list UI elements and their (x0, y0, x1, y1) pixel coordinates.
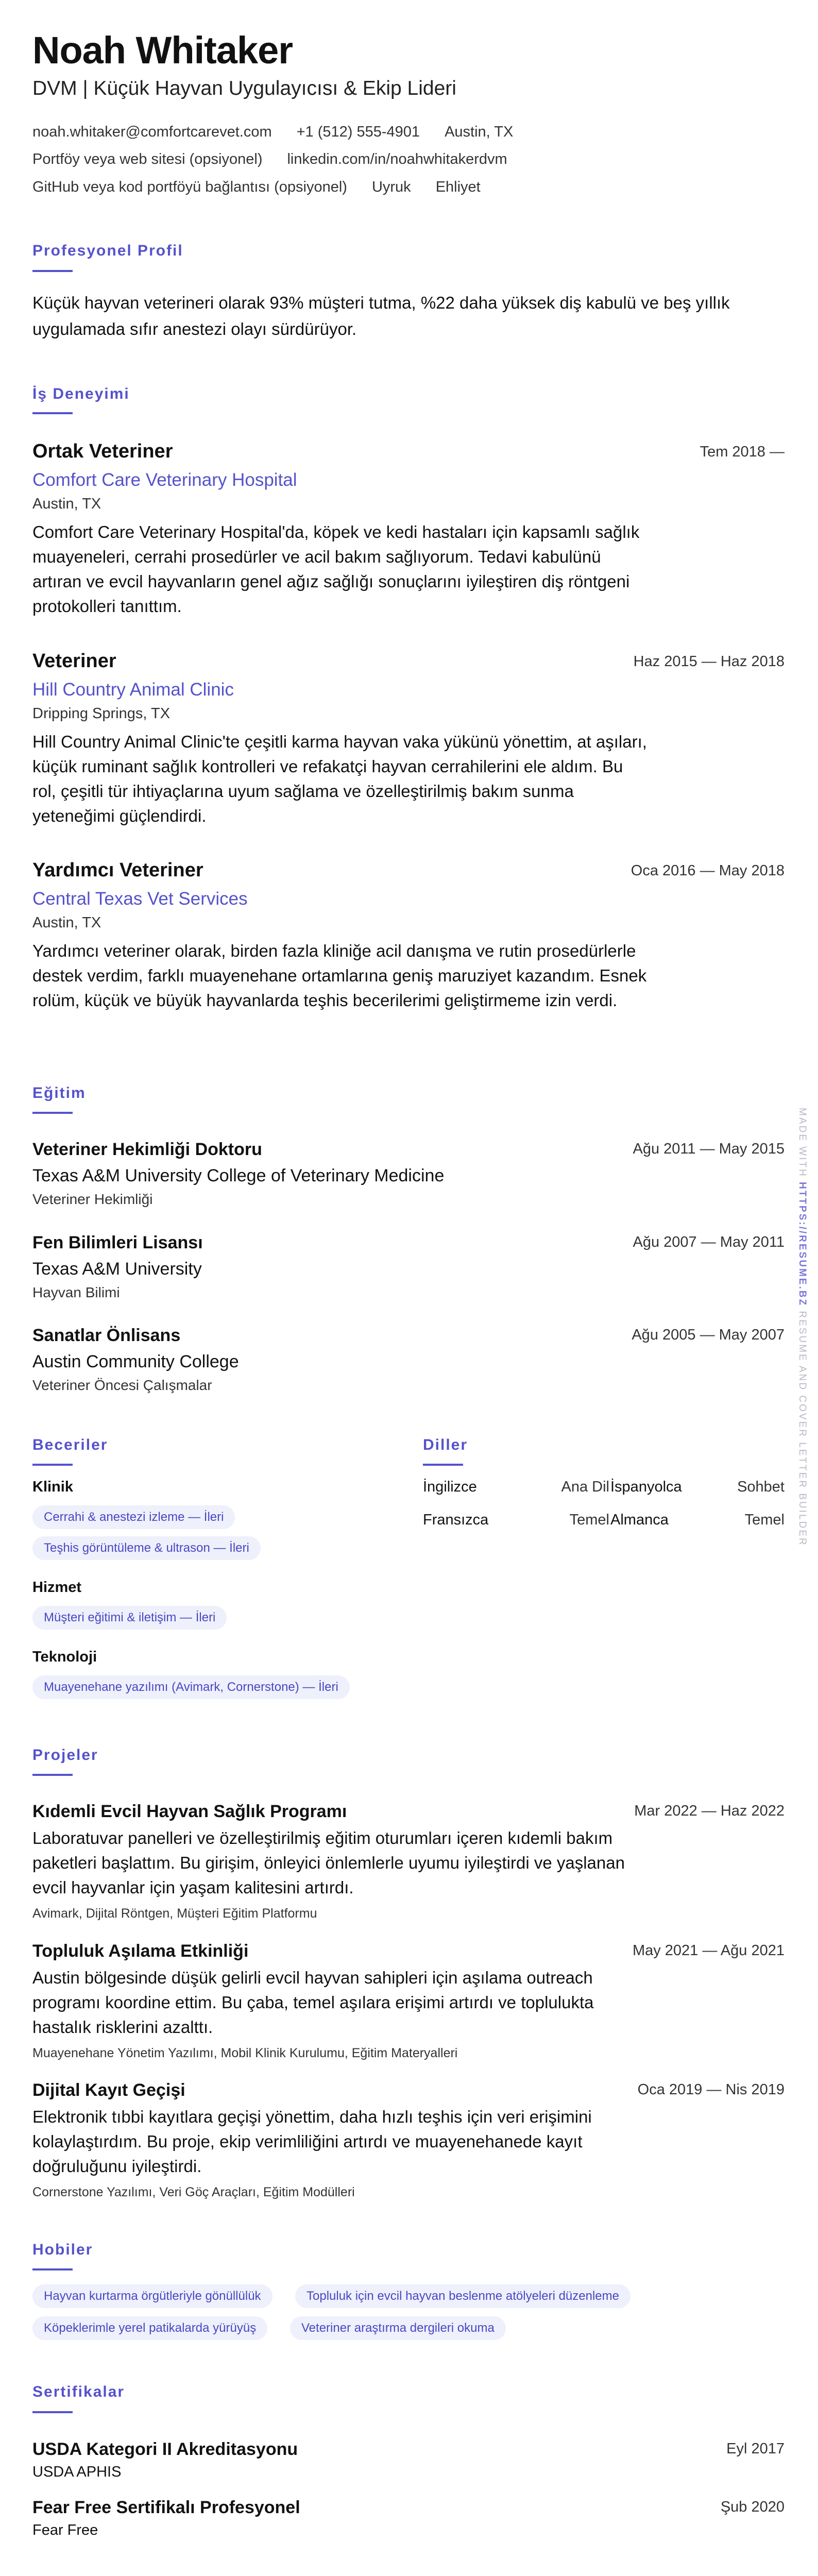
certification-title: USDA Kategori II Akreditasyonu (32, 2439, 298, 2459)
job-location: Austin, TX (32, 914, 101, 931)
project-dates: Oca 2019 — Nis 2019 (637, 2081, 785, 2098)
location-text: Austin, TX (445, 124, 514, 140)
watermark-text (796, 1108, 808, 1547)
section-rule (32, 2268, 73, 2270)
section-rule (32, 2411, 73, 2413)
job-title: Ortak Veteriner (32, 440, 173, 462)
contact-row-2 (32, 151, 532, 168)
skill-category: Teknoloji (32, 1649, 97, 1665)
hobby-pill: Topluluk için evcil hayvan beslenme atölyeleri düzenleme (295, 2284, 630, 2308)
job-description: Yardımcı veteriner olarak, birden fazla kliniğe acil danışma ve rutin prosedürlerle destek verdim, farklı muayenehane ortamlarına geniş maruziyet kazandım. Esnek rolüm, küçük ve büyük hayvanlarda teşhis becerilerimi geliştirmeme izin verdi. (32, 941, 647, 1010)
project-technologies: Muayenehane Yönetim Yazılımı, Mobil Klinik Kurulumu, Eğitim Materyalleri (32, 2046, 458, 2060)
job-title: Veteriner (32, 650, 116, 672)
project-title: Dijital Kayıt Geçişi (32, 2080, 185, 2100)
certification-issuer: Fear Free (32, 2522, 98, 2538)
project-dates: Mar 2022 — Haz 2022 (634, 1803, 785, 1819)
degree-title: Veteriner Hekimliği Doktoru (32, 1140, 262, 1159)
section-rule (32, 1774, 73, 1776)
school-name: Texas A&M University College of Veterinary Medicine (32, 1166, 445, 1185)
section-title-education: Eğitim (32, 1084, 86, 1101)
section-rule (423, 1464, 463, 1466)
language-name: İspanyolca (610, 1479, 682, 1495)
contact-row-3 (32, 179, 505, 196)
skill-pill: Müşteri eğitimi & iletişim — İleri (32, 1606, 227, 1630)
company-name[interactable]: Hill Country Animal Clinic (32, 680, 234, 700)
language-level: Temel (744, 1512, 785, 1528)
contact-row-1 (32, 124, 538, 141)
job-location: Austin, TX (32, 496, 101, 512)
study-field: Veteriner Hekimliği (32, 1191, 153, 1207)
language-level: Temel (569, 1512, 609, 1528)
hobby-pill: Hayvan kurtarma örgütleriyle gönüllülük (32, 2284, 272, 2308)
profile-summary: Küçük hayvan veterineri olarak 93% müşteri tutma, %22 daha yüksek diş kabulü ve beş yıllık uygulamada sıfır anestezi olayı sürdürüyor. (32, 293, 730, 338)
job-description: Hill Country Animal Clinic'te çeşitli karma hayvan vaka yükünü yönettim, at aşıları, küçük ruminant sağlık kontrolleri ve refakatçi hayvan cerrahilerini ele aldım. Bu rol, çeşitli tür ihtiyaçlarına uyum sağlama ve özelleştirilmiş bakım sunma yeteneğimi güçlendirdi. (32, 732, 647, 825)
skill-pill: Cerrahi & anestezi izleme — İleri (32, 1505, 235, 1529)
certification-entry (32, 2439, 785, 2481)
section-rule (32, 1112, 73, 1114)
hobby-pill: Veteriner araştırma dergileri okuma (290, 2316, 506, 2340)
project-title: Topluluk Aşılama Etkinliği (32, 1941, 249, 1961)
candidate-name: Noah Whitaker (32, 29, 293, 72)
candidate-headline: DVM | Küçük Hayvan Uygulayıcısı & Ekip Lideri (32, 77, 456, 99)
project-technologies: Cornerstone Yazılımı, Veri Göç Araçları, Eğitim Modülleri (32, 2185, 355, 2199)
job-dates: Haz 2015 — Haz 2018 (633, 653, 785, 670)
job-description: Comfort Care Veterinary Hospital'da, köpek ve kedi hastaları için kapsamlı sağlık muayeneleri, cerrahi prosedürler ve acil bakım sağlıyorum. Tedavi kabulünü artıran ve evcil hayvanların genel ağız sağlığı sonuçlarını iyileştiren diş röntgeni protokolleri tanıttım. (32, 522, 640, 616)
project-entry (32, 2080, 785, 2200)
watermark-link[interactable]: HTTPS://RESUME.BZ (797, 1182, 808, 1307)
watermark-prefix: MADE WITH (797, 1108, 808, 1178)
portfolio-link[interactable]: Portföy veya web sitesi (opsiyonel) (32, 151, 263, 167)
project-technologies: Avimark, Dijital Röntgen, Müşteri Eğitim Platformu (32, 1906, 317, 1921)
certification-entry (32, 2498, 785, 2539)
section-title-profile: Profesyonel Profil (32, 242, 183, 259)
section-rule (32, 412, 73, 414)
phone-text[interactable]: +1 (512) 555-4901 (296, 124, 420, 140)
language-name: İngilizce (423, 1479, 477, 1495)
study-field: Veteriner Öncesi Çalışmalar (32, 1377, 212, 1393)
email-link[interactable]: noah.whitaker@comfortcarevet.com (32, 124, 272, 140)
degree-title: Fen Bilimleri Lisansı (32, 1233, 203, 1252)
study-field: Hayvan Bilimi (32, 1284, 120, 1300)
job-location: Dripping Springs, TX (32, 705, 171, 722)
education-entry (32, 1233, 785, 1301)
github-link[interactable]: GitHub veya kod portföyü bağlantısı (opsiyonel) (32, 179, 347, 195)
school-name: Texas A&M University (32, 1259, 202, 1279)
education-dates: Ağu 2007 — May 2011 (633, 1234, 785, 1250)
skill-pill: Muayenehane yazılımı (Avimark, Cornerstone) — İleri (32, 1675, 350, 1699)
experience-entry (32, 650, 785, 828)
license-text: Ehliyet (435, 179, 481, 195)
skill-pill: Teşhis görüntüleme & ultrason — İleri (32, 1536, 261, 1560)
section-title-skills: Beceriler (32, 1436, 108, 1453)
watermark-suffix: RESUME AND COVER LETTER BUILDER (797, 1311, 808, 1547)
project-entry (32, 1802, 785, 1921)
education-entry (32, 1140, 785, 1208)
section-rule (32, 1464, 73, 1466)
section-title-projects: Projeler (32, 1747, 98, 1764)
project-title: Kıdemli Evcil Hayvan Sağlık Programı (32, 1802, 347, 1821)
language-level: Ana Dil (561, 1479, 609, 1495)
education-entry (32, 1326, 785, 1394)
education-dates: Ağu 2005 — May 2007 (632, 1327, 785, 1343)
skill-category: Hizmet (32, 1579, 82, 1596)
certification-issuer: USDA APHIS (32, 2464, 122, 2480)
section-title-languages: Diller (423, 1436, 468, 1453)
experience-entry (32, 859, 785, 1013)
company-name[interactable]: Central Texas Vet Services (32, 889, 248, 909)
language-name: Almanca (610, 1512, 669, 1528)
project-description: Laboratuvar panelleri ve özelleştirilmiş eğitim oturumları içeren kıdemli bakım paketleri başlattım. Bu girişim, önleyici önlemlerle uyumu iyileştirdi ve yaşlanan evcil hayvanlar için yaşam kalitesini artırdı. (32, 1828, 625, 1897)
certification-date: Eyl 2017 (726, 2441, 785, 2457)
job-dates: Oca 2016 — May 2018 (630, 862, 785, 879)
linkedin-link[interactable]: linkedin.com/in/noahwhitakerdvm (287, 151, 507, 167)
language-name: Fransızca (423, 1512, 489, 1528)
job-dates: Tem 2018 — (700, 444, 785, 460)
section-title-hobbies: Hobiler (32, 2241, 93, 2258)
project-description: Elektronik tıbbi kayıtlara geçişi yönettim, daha hızlı teşhis için veri erişimini kolaylaştırdım. Bu proje, ekip verimliliğini artırdı ve muayenehanede kayıt doğruluğunu iyileştirdi. (32, 2107, 592, 2176)
project-entry (32, 1941, 785, 2061)
experience-entry (32, 440, 785, 619)
builder-watermark (797, 1108, 814, 1547)
language-level: Sohbet (737, 1479, 785, 1495)
section-title-experience: İş Deneyimi (32, 385, 130, 402)
nationality-text: Uyruk (371, 179, 411, 195)
degree-title: Sanatlar Önlisans (32, 1326, 181, 1345)
project-dates: May 2021 — Ağu 2021 (632, 1942, 785, 1959)
certification-date: Şub 2020 (720, 2499, 785, 2515)
section-rule (32, 270, 73, 272)
school-name: Austin Community College (32, 1352, 239, 1371)
education-dates: Ağu 2011 — May 2015 (633, 1141, 785, 1157)
hobby-pill: Köpeklerimle yerel patikalarda yürüyüş (32, 2316, 267, 2340)
project-description: Austin bölgesinde düşük gelirli evcil hayvan sahipleri için aşılama outreach programı koordine ettim. Bu çaba, temel aşılara erişimi artırdı ve toplulukta hastalık risklerini azalttı. (32, 1968, 594, 2037)
company-name[interactable]: Comfort Care Veterinary Hospital (32, 470, 297, 490)
certification-title: Fear Free Sertifikalı Profesyonel (32, 2498, 300, 2517)
skill-category: Klinik (32, 1479, 73, 1495)
job-title: Yardımcı Veteriner (32, 859, 203, 881)
section-title-certifications: Sertifikalar (32, 2383, 125, 2400)
